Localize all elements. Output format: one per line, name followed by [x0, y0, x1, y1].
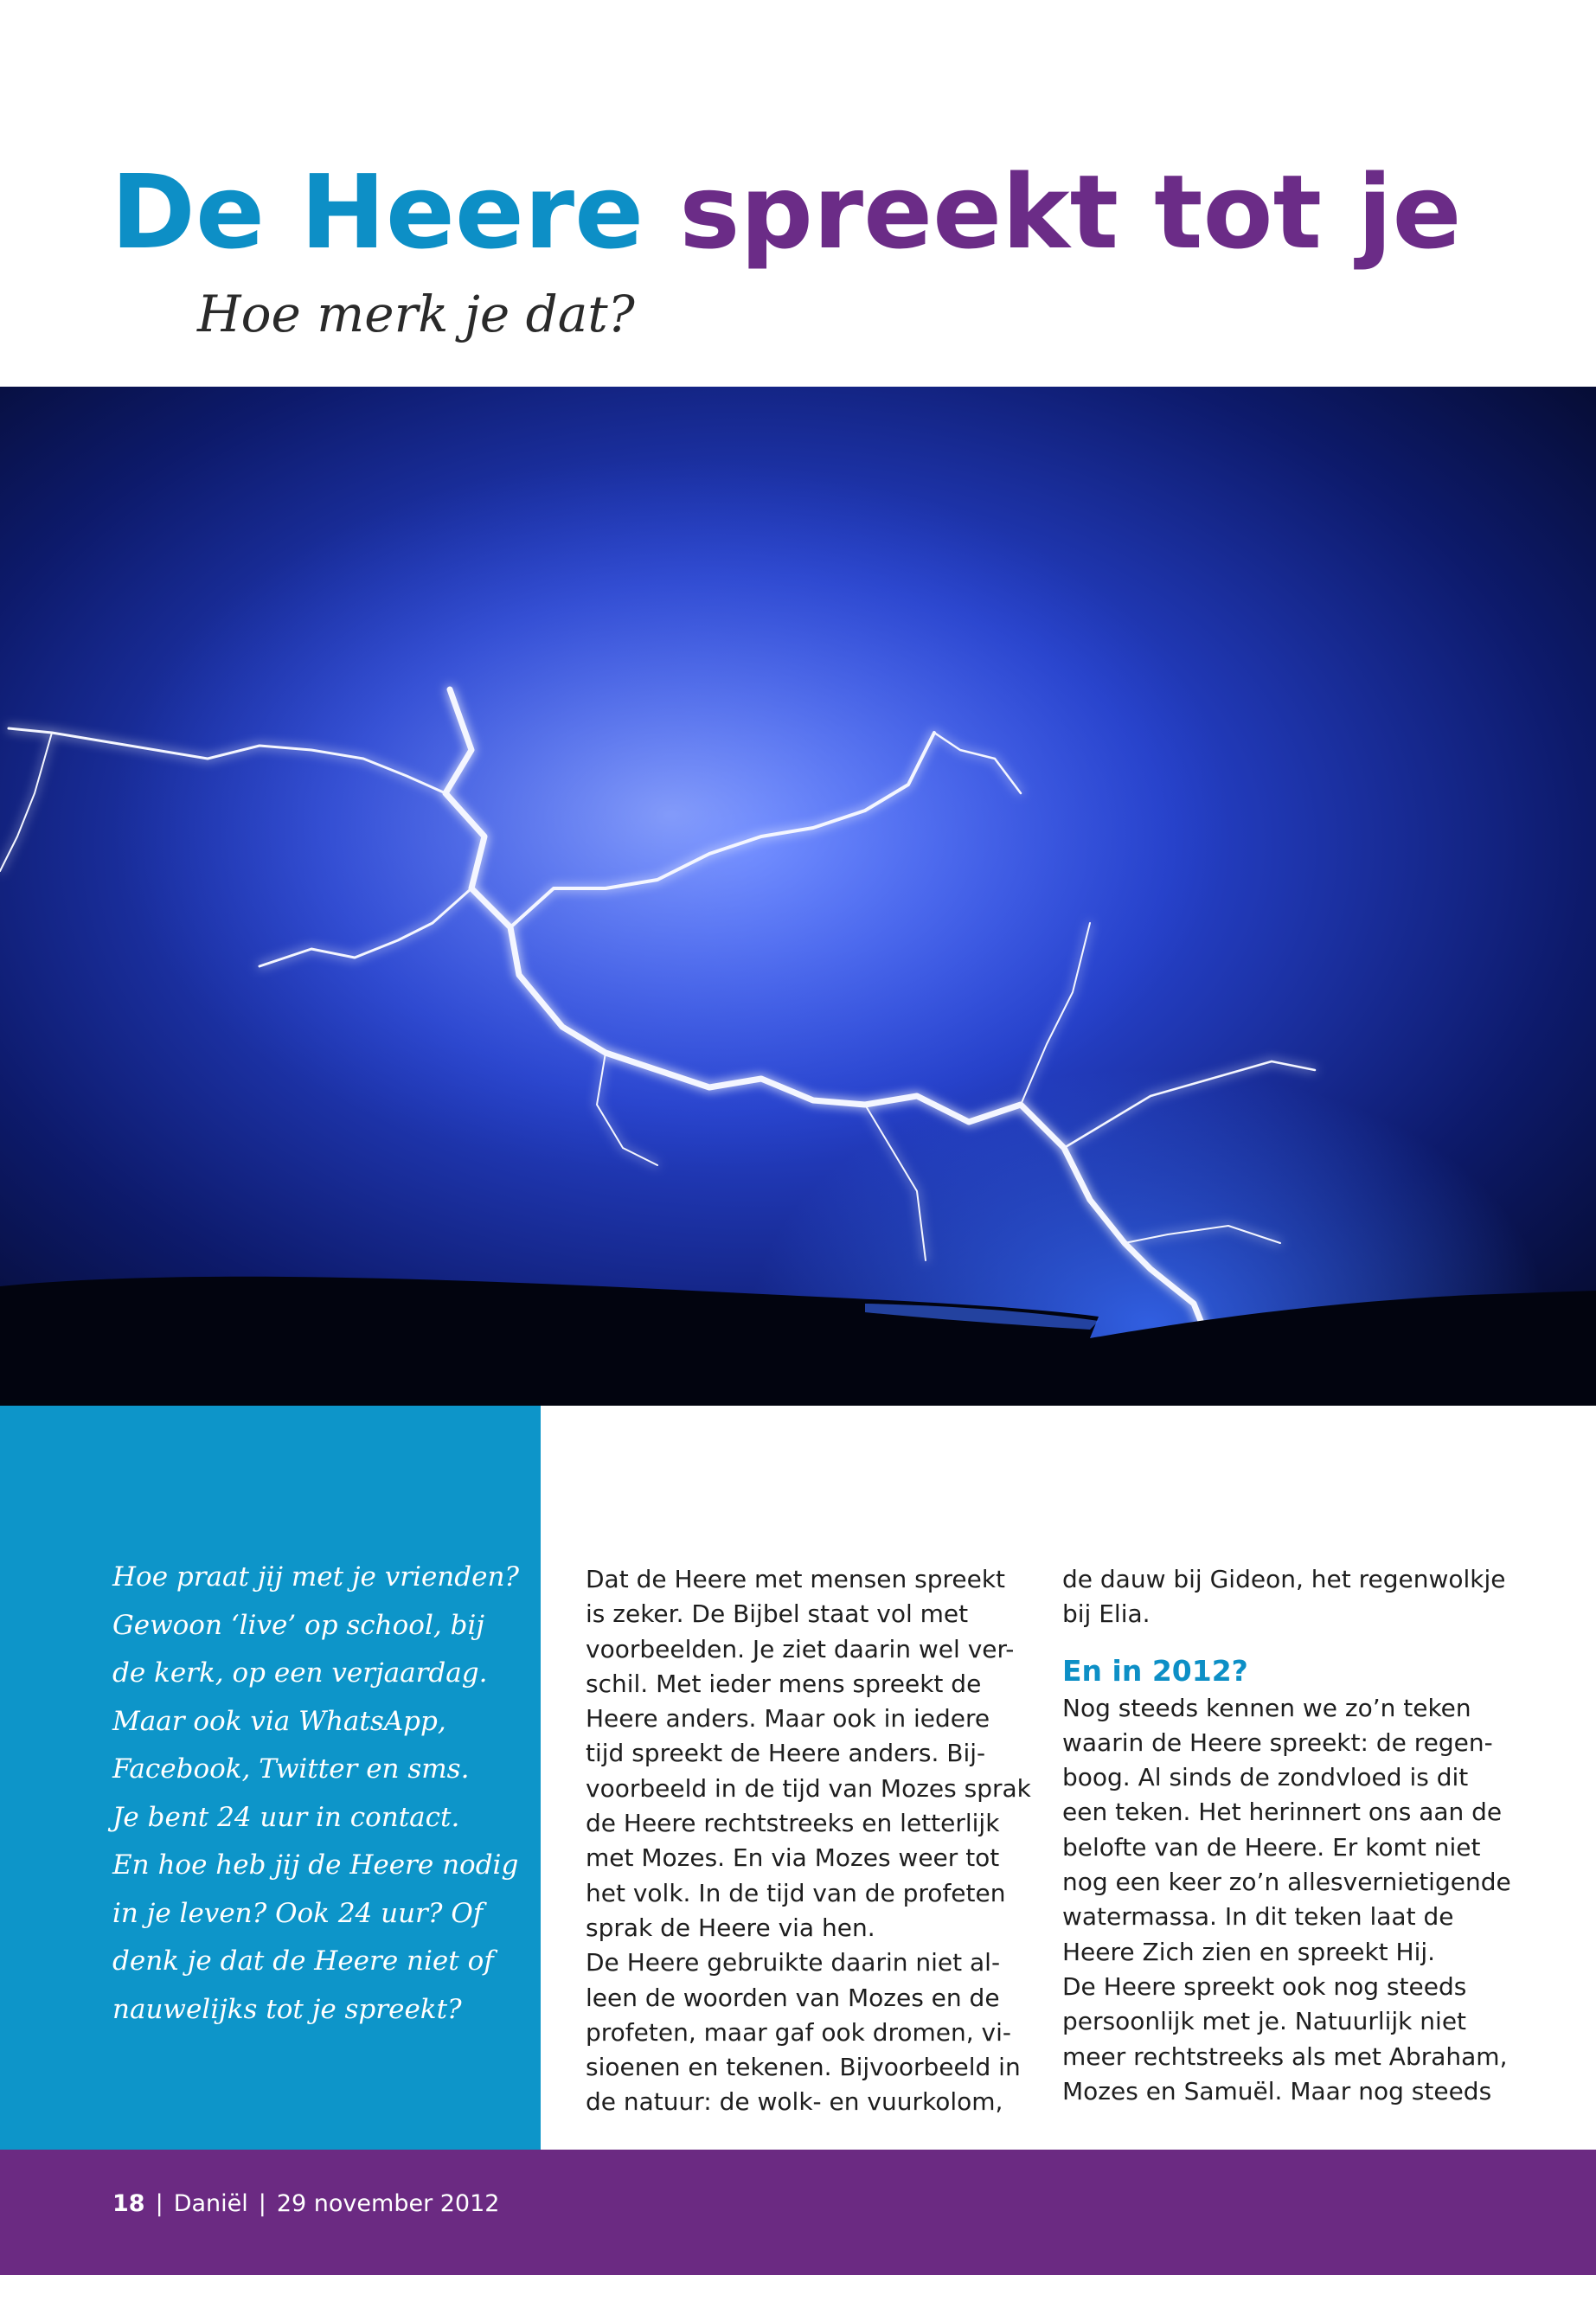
body-line: waarin de Heere spreekt: de regen- [1062, 1727, 1493, 1757]
intro-line: in je leven? Ook 24 uur? Of [112, 1897, 484, 1929]
body-line: watermassa. In dit teken laat de [1062, 1902, 1454, 1932]
lightning-storm-photo [0, 387, 1596, 1406]
intro-line: Hoe praat jij met je vrienden? [112, 1561, 520, 1593]
body-line: profeten, maar gaf ook dromen, vi- [586, 2017, 1012, 2047]
body-line: De Heere spreekt ook nog steeds [1062, 1971, 1467, 2001]
body-line: de dauw bij Gideon, het regenwolkje [1062, 1565, 1506, 1593]
body-line: Nog steeds kennen we zo’n teken [1062, 1693, 1471, 1722]
body-line: meer rechtstreeks als met Abraham, [1062, 2041, 1508, 2071]
page-number: 18 [112, 2190, 145, 2217]
body-line: de Heere rechtstreeks en letterlijk [586, 1809, 1000, 1838]
body-line: Heere Zich zien en spreekt Hij. [1062, 1937, 1436, 1966]
footer-separator: | [155, 2190, 163, 2217]
body-line: is zeker. De Bijbel staat vol met [586, 1599, 969, 1629]
body-line: sioenen en tekenen. Bijvoorbeeld in [586, 2053, 1021, 2082]
intro-line: Gewoon ‘live’ op school, bij [112, 1609, 484, 1641]
body-line: bij Elia. [1062, 1599, 1151, 1629]
body-line: met Mozes. En via Mozes weer tot [586, 1843, 1000, 1873]
body-line: het volk. In de tijd van de profeten [586, 1878, 1006, 1907]
body-line: persoonlijk met je. Natuurlijk niet [1062, 2007, 1467, 2036]
intro-line: denk je dat de Heere niet of [112, 1945, 494, 1977]
body-line: leen de woorden van Mozes en de [586, 1983, 1000, 2012]
body-line: Dat de Heere met mensen spreekt [586, 1565, 1006, 1593]
body-line: voorbeeld in de tijd van Mozes sprak [586, 1773, 1031, 1803]
body-line: de natuur: de wolk- en vuurkolom, [586, 2087, 1003, 2117]
intro-line: En hoe heb jij de Heere nodig [112, 1849, 519, 1881]
intro-line: de kerk, op een verjaardag. [112, 1657, 488, 1689]
intro-line: nauwelijks tot je spreekt? [112, 1993, 462, 2025]
body-line: belofte van de Heere. Er komt niet [1062, 1832, 1481, 1862]
section-heading: En in 2012? [1062, 1653, 1248, 1688]
body-line: tijd spreekt de Heere anders. Bij- [586, 1739, 986, 1768]
article-column-2 [1062, 1562, 1512, 2109]
footer-info [112, 2189, 499, 2220]
intro-text [112, 1554, 519, 2034]
intro-line: Maar ook via WhatsApp, [112, 1705, 446, 1737]
body-line: voorbeelden. Je ziet daarin wel ver- [586, 1634, 1015, 1663]
magazine-name: Daniël [173, 2190, 248, 2217]
title-part-blue: De Heere [111, 152, 644, 272]
article-column-1 [586, 1562, 1035, 2120]
footer-separator: | [258, 2190, 266, 2217]
body-line: Mozes en Samuël. Maar nog steeds [1062, 2076, 1492, 2106]
subtitle: Hoe merk je dat? [197, 285, 635, 343]
intro-line: Facebook, Twitter en sms. [112, 1753, 470, 1785]
intro-line: Je bent 24 uur in contact. [112, 1801, 460, 1833]
body-line: sprak de Heere via hen. [586, 1913, 875, 1942]
title-part-purple: spreekt tot je [679, 152, 1462, 272]
body-line: schil. Met ieder mens spreekt de [586, 1669, 982, 1698]
body-line: De Heere gebruikte daarin niet al- [586, 1948, 1001, 1977]
bottom-margin [0, 2275, 1596, 2301]
issue-date: 29 november 2012 [276, 2190, 500, 2217]
body-line: een teken. Het herinnert ons aan de [1062, 1798, 1503, 1827]
page-title [111, 147, 1462, 277]
body-line: nog een keer zo’n allesvernietigende [1062, 1868, 1511, 1897]
body-line: Heere anders. Maar ook in iedere [586, 1704, 990, 1734]
body-line: boog. Al sinds de zondvloed is dit [1062, 1763, 1469, 1792]
